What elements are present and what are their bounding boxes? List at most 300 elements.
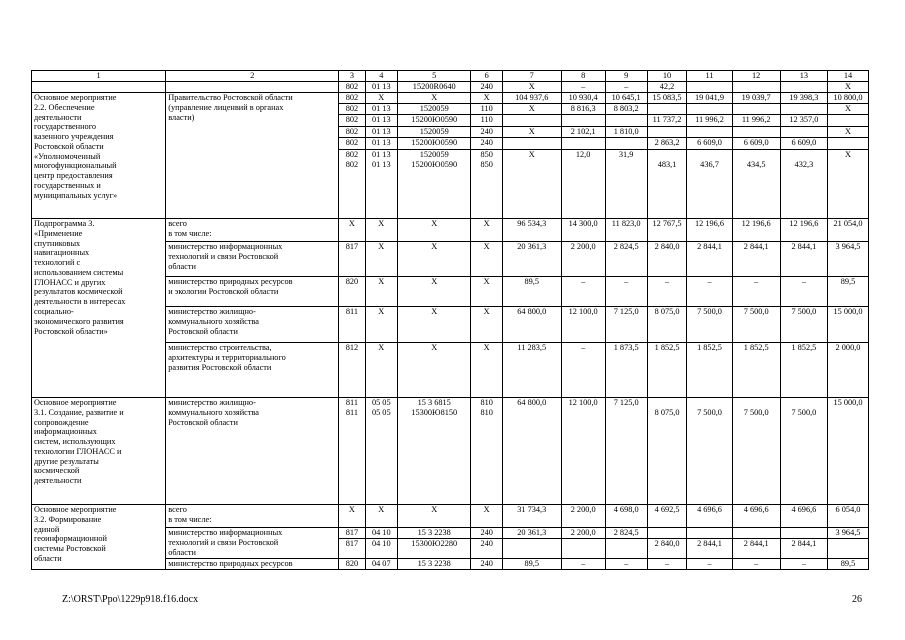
table-cell <box>605 505 647 528</box>
table-cell <box>365 219 398 242</box>
cell-text: – <box>624 277 629 286</box>
table-cell <box>471 242 502 277</box>
table-cell <box>827 71 868 82</box>
table-cell <box>647 93 687 104</box>
cell-text: 4 <box>379 71 384 80</box>
cell-text: министерство жилищно- <box>168 307 256 316</box>
table-cell <box>687 150 732 219</box>
cell-text: 2 844,1 <box>697 242 722 251</box>
cell-text: – <box>754 277 759 286</box>
table-cell <box>605 82 647 93</box>
table-cell <box>827 307 868 343</box>
cell-text: министерство информационных <box>168 528 283 537</box>
table-cell <box>471 559 502 570</box>
cell-text: 4 696,6 <box>697 505 722 514</box>
cell-text: социально- <box>34 307 74 317</box>
cell-text: 6 054,0 <box>835 505 861 514</box>
cell-text: Ростовской области <box>34 141 104 151</box>
cell-text: – <box>707 277 712 286</box>
cell-text: 802 <box>345 159 359 169</box>
table-cell <box>561 528 605 539</box>
cell-text: технологии ГЛОНАСС и <box>34 446 122 456</box>
cell-text: 3 964,5 <box>835 242 861 251</box>
table-cell <box>471 127 502 138</box>
table-cell <box>502 219 561 242</box>
cell-text: 4 696,6 <box>743 505 769 514</box>
table-cell <box>605 559 647 570</box>
cell-text <box>783 398 825 408</box>
table-cell <box>365 307 398 343</box>
cell-text: 64 800,0 <box>517 398 547 407</box>
table-cell <box>647 242 687 277</box>
cell-text: в том числе: <box>168 514 212 524</box>
table-cell <box>471 93 502 104</box>
cell-text <box>735 104 778 114</box>
cell-text: развития Ростовской области <box>168 362 272 372</box>
table-cell <box>780 539 827 559</box>
cell-text <box>608 138 645 148</box>
table-cell <box>365 127 398 138</box>
table-cell <box>166 505 339 528</box>
table-cell <box>502 277 561 307</box>
table-cell <box>166 277 339 307</box>
table-cell <box>32 398 166 505</box>
table-cell <box>732 559 780 570</box>
cell-text <box>783 82 825 92</box>
table-cell <box>339 115 365 127</box>
table-cell <box>827 242 868 277</box>
budget-table <box>31 70 869 570</box>
cell-text <box>735 398 778 408</box>
table-cell <box>339 398 365 505</box>
cell-text: 110 <box>480 104 493 113</box>
cell-text: 817 <box>345 242 359 251</box>
cell-text: X <box>844 150 851 159</box>
table-cell <box>605 343 647 398</box>
table-cell <box>398 307 471 343</box>
cell-text <box>735 127 778 137</box>
cell-text: X <box>378 343 385 352</box>
table-cell <box>166 343 339 398</box>
table-cell <box>502 127 561 138</box>
cell-text: 2 844,1 <box>697 539 722 548</box>
table-cell <box>365 343 398 398</box>
table-cell <box>166 559 339 570</box>
table-cell <box>339 559 365 570</box>
cell-text: 110 <box>480 115 493 124</box>
cell-text: министерство природных ресурсов <box>168 559 293 568</box>
table-cell <box>471 398 502 505</box>
table-cell <box>647 115 687 127</box>
table-cell <box>365 104 398 115</box>
table-cell <box>471 528 502 539</box>
cell-text: 12 196,6 <box>694 219 725 228</box>
table-cell <box>780 219 827 242</box>
table-cell <box>827 219 868 242</box>
cell-text: 89,5 <box>524 559 540 568</box>
cell-text <box>650 127 685 137</box>
cell-text: 2 840,0 <box>654 539 680 548</box>
cell-text: – <box>581 277 586 286</box>
cell-text: 240 <box>480 559 493 568</box>
cell-text: 1 852,5 <box>697 343 722 352</box>
table-cell <box>471 505 502 528</box>
cell-text: – <box>664 559 670 568</box>
cell-text <box>650 398 685 408</box>
table-cell <box>398 343 471 398</box>
table-row <box>32 71 869 82</box>
cell-text: 20 361,3 <box>517 528 547 537</box>
table-cell <box>561 559 605 570</box>
table-cell <box>687 343 732 398</box>
table-cell <box>827 559 868 570</box>
table-cell <box>780 505 827 528</box>
table-cell <box>502 82 561 93</box>
table-cell <box>561 219 605 242</box>
cell-text: 240 <box>480 539 493 548</box>
cell-text <box>564 539 603 549</box>
cell-text: 4 698,0 <box>613 505 639 514</box>
table-cell <box>398 219 471 242</box>
table-cell <box>687 505 732 528</box>
table-cell <box>471 71 502 82</box>
cell-text: 01 13 <box>371 159 391 169</box>
cell-text: X <box>528 82 535 91</box>
cell-text: 10 645,1 <box>611 93 641 102</box>
table-cell <box>502 115 561 127</box>
table-cell <box>732 150 780 219</box>
table-cell <box>647 398 687 505</box>
cell-text: 2 844,1 <box>743 242 769 251</box>
cell-text: 1520059 <box>419 127 449 136</box>
cell-text: 4 696,6 <box>791 505 817 514</box>
cell-text: 1 852,5 <box>743 343 769 352</box>
table-cell <box>365 398 398 505</box>
cell-text: 811 <box>345 398 358 407</box>
cell-text <box>689 82 729 92</box>
cell-text: 96 534,3 <box>517 219 547 228</box>
cell-text: 21 054,0 <box>833 219 863 228</box>
cell-text: 15200Ю0590 <box>411 159 458 169</box>
table-cell <box>687 219 732 242</box>
table-cell <box>687 307 732 343</box>
table-cell <box>398 127 471 138</box>
table-cell <box>687 93 732 104</box>
cell-text <box>505 539 559 549</box>
cell-text: технологий и связи Ростовской <box>168 251 279 261</box>
cell-text: X <box>483 505 490 514</box>
cell-text: сопровождение <box>34 417 89 427</box>
table-cell <box>605 242 647 277</box>
cell-text: 12 357,0 <box>789 115 819 124</box>
table-cell <box>605 93 647 104</box>
cell-text: 3.2. Формирование <box>34 514 102 524</box>
cell-text: единой <box>34 524 60 534</box>
cell-text: коммунального хозяйства <box>168 407 259 417</box>
table-cell <box>732 277 780 307</box>
table-cell <box>398 559 471 570</box>
table-cell <box>732 104 780 115</box>
table-cell <box>502 398 561 505</box>
cell-text: 5 <box>432 71 437 80</box>
cell-text: 64 800,0 <box>517 307 547 316</box>
cell-text: 6 <box>484 71 489 80</box>
table-cell <box>732 343 780 398</box>
cell-text: 2 840,0 <box>654 242 680 251</box>
cell-text: – <box>581 343 586 352</box>
table-cell <box>471 307 502 343</box>
table-row <box>32 505 869 528</box>
table-cell <box>502 71 561 82</box>
cell-text: 802 <box>345 104 359 113</box>
table-cell <box>827 398 868 505</box>
cell-text: Ростовской области <box>168 326 238 336</box>
cell-text: информационных <box>34 427 97 437</box>
cell-text <box>830 115 866 125</box>
cell-text: X <box>431 242 438 251</box>
cell-text: 13 <box>799 71 809 80</box>
cell-text <box>650 150 685 160</box>
table-cell <box>502 138 561 150</box>
table-cell <box>732 242 780 277</box>
table-cell <box>471 82 502 93</box>
table-cell <box>365 82 398 93</box>
table-cell <box>502 93 561 104</box>
cell-text: «Уполномоченный <box>34 151 101 161</box>
cell-text: 810 <box>480 407 493 417</box>
table-cell <box>605 104 647 115</box>
cell-text: 01 13 <box>371 104 391 113</box>
cell-text: 11 <box>705 71 714 80</box>
cell-text: всего <box>168 505 187 514</box>
cell-text: 2.2. Обеспечение <box>34 102 95 112</box>
cell-text <box>689 528 729 538</box>
cell-text <box>505 138 559 148</box>
table-cell <box>365 559 398 570</box>
table-cell <box>502 505 561 528</box>
cell-text: 10 800,0 <box>833 93 863 102</box>
cell-text: 2 <box>250 71 255 80</box>
table-row <box>32 219 869 242</box>
cell-text: X <box>483 242 490 251</box>
table-cell <box>471 138 502 150</box>
cell-text: 14 300,0 <box>568 219 598 228</box>
table-cell <box>339 307 365 343</box>
cell-text: 7 <box>529 71 534 80</box>
cell-text: 7 125,0 <box>613 398 639 407</box>
cell-text: деятельности <box>34 476 82 486</box>
cell-text <box>689 127 729 137</box>
cell-text: систем, использующих <box>34 437 116 447</box>
table-cell <box>827 127 868 138</box>
cell-text: 1 <box>96 71 101 80</box>
cell-text: 15 3 2238 <box>417 559 451 568</box>
cell-text: 12 <box>752 71 761 80</box>
cell-text: Ростовской области <box>168 417 238 427</box>
cell-text: 01 13 <box>371 138 391 147</box>
cell-text: другие результаты <box>34 456 99 466</box>
cell-text: 436,7 <box>700 159 719 169</box>
table-cell <box>687 71 732 82</box>
cell-text: Подпрограмма 3. <box>34 219 95 228</box>
table-cell <box>780 138 827 150</box>
table-cell <box>339 104 365 115</box>
table-cell <box>732 127 780 138</box>
cell-text: 240 <box>480 82 493 91</box>
cell-text: X <box>483 93 490 102</box>
table-cell <box>398 93 471 104</box>
table-cell <box>647 138 687 150</box>
table-cell <box>605 71 647 82</box>
cell-text <box>650 104 685 114</box>
table-cell <box>561 505 605 528</box>
cell-text: 7 500,0 <box>697 407 722 417</box>
table-cell <box>561 138 605 150</box>
cell-text: Ростовской области» <box>34 326 108 336</box>
cell-text: X <box>483 307 490 316</box>
cell-text: 802 <box>345 82 359 91</box>
cell-text: министерство жилищно- <box>168 398 256 407</box>
table-cell <box>398 505 471 528</box>
table-cell <box>398 277 471 307</box>
cell-text: 432,3 <box>794 159 814 169</box>
cell-text <box>689 398 729 408</box>
table-cell <box>732 219 780 242</box>
table-cell <box>827 93 868 104</box>
cell-text: власти) <box>168 112 195 122</box>
table-cell <box>732 398 780 505</box>
table-cell <box>471 150 502 219</box>
cell-text: архитектуры и территориального <box>168 352 286 362</box>
cell-text: 8 075,0 <box>654 307 680 316</box>
cell-text: муниципальных услуг» <box>34 190 118 200</box>
table-cell <box>647 219 687 242</box>
cell-text: 20 361,3 <box>517 242 547 251</box>
table-cell <box>166 82 339 93</box>
cell-text: «Применение <box>34 228 83 238</box>
cell-text: Основное мероприятие <box>34 505 117 514</box>
table-cell <box>780 93 827 104</box>
table-cell <box>647 104 687 115</box>
table-cell <box>561 82 605 93</box>
table-cell <box>561 71 605 82</box>
cell-text: 2 200,0 <box>570 505 596 514</box>
cell-text: навигационных <box>34 248 90 258</box>
table-cell <box>827 115 868 127</box>
table-cell <box>827 505 868 528</box>
table-cell <box>647 150 687 219</box>
cell-text: 820 <box>345 559 359 568</box>
cell-text: 104 937,6 <box>515 93 549 102</box>
table-cell <box>605 528 647 539</box>
table-cell <box>561 242 605 277</box>
cell-text <box>34 82 163 92</box>
cell-text: 15 000,0 <box>833 398 863 407</box>
cell-text: министерство строительства, <box>168 343 272 352</box>
cell-text: 15200Ю0590 <box>411 115 458 124</box>
table-cell <box>687 398 732 505</box>
cell-text: 01 13 <box>371 150 391 159</box>
table-cell <box>605 398 647 505</box>
table-cell <box>471 115 502 127</box>
table-cell <box>647 505 687 528</box>
table-cell <box>687 559 732 570</box>
cell-text <box>608 539 645 549</box>
table-cell <box>647 277 687 307</box>
cell-text: 10 930,4 <box>568 93 598 102</box>
cell-text: геоинформационной <box>34 534 107 544</box>
cell-text: 3 964,5 <box>835 528 861 537</box>
table-cell <box>605 127 647 138</box>
cell-text: 10 <box>662 71 672 80</box>
table-cell <box>647 559 687 570</box>
table-cell <box>732 93 780 104</box>
cell-text: 802 <box>345 138 359 147</box>
table-cell <box>732 71 780 82</box>
cell-text: 6 609,0 <box>697 138 722 147</box>
cell-text: коммунального хозяйства <box>168 316 259 326</box>
cell-text: 1520059 <box>419 150 449 159</box>
cell-text: 05 05 <box>371 407 391 417</box>
table-cell <box>471 219 502 242</box>
cell-text: 12 196,6 <box>789 219 819 228</box>
cell-text: 15 000,0 <box>833 307 863 316</box>
cell-text: X <box>431 219 438 228</box>
table-cell <box>339 242 365 277</box>
cell-text: X <box>431 307 438 316</box>
table-cell <box>365 138 398 150</box>
cell-text: 1520059 <box>419 104 449 113</box>
cell-text: 817 <box>345 528 359 537</box>
table-cell <box>365 539 398 559</box>
cell-text: X <box>378 219 385 228</box>
cell-text: 802 <box>345 115 359 124</box>
table-cell <box>502 539 561 559</box>
table-cell <box>647 71 687 82</box>
table-cell <box>687 127 732 138</box>
cell-text: 31 734,3 <box>517 505 547 514</box>
cell-text: министерство информационных <box>168 242 283 251</box>
cell-text: 14 <box>843 71 853 80</box>
cell-text: 802 <box>345 93 359 102</box>
table-cell <box>687 104 732 115</box>
cell-text: области <box>34 553 62 563</box>
cell-text: X <box>528 150 535 159</box>
table-cell <box>339 138 365 150</box>
cell-text: системы Ростовской <box>34 544 106 554</box>
cell-text: 2 863,2 <box>654 138 680 147</box>
table-cell <box>471 104 502 115</box>
table-cell <box>398 528 471 539</box>
table-cell <box>827 138 868 150</box>
table-cell <box>32 505 166 570</box>
table-cell <box>398 82 471 93</box>
cell-text: – <box>801 277 806 286</box>
table-cell <box>398 150 471 219</box>
table-cell <box>339 127 365 138</box>
cell-text: технологий и связи Ростовской <box>168 537 279 547</box>
cell-text: 11 283,5 <box>517 343 547 352</box>
table-cell <box>827 277 868 307</box>
table-cell <box>687 242 732 277</box>
cell-text: 12 100,0 <box>568 398 598 407</box>
table-cell <box>561 398 605 505</box>
table-cell <box>32 82 166 93</box>
cell-text <box>608 115 645 125</box>
cell-text: 15200R0640 <box>412 82 456 91</box>
table-row <box>32 82 869 93</box>
table-cell <box>471 539 502 559</box>
